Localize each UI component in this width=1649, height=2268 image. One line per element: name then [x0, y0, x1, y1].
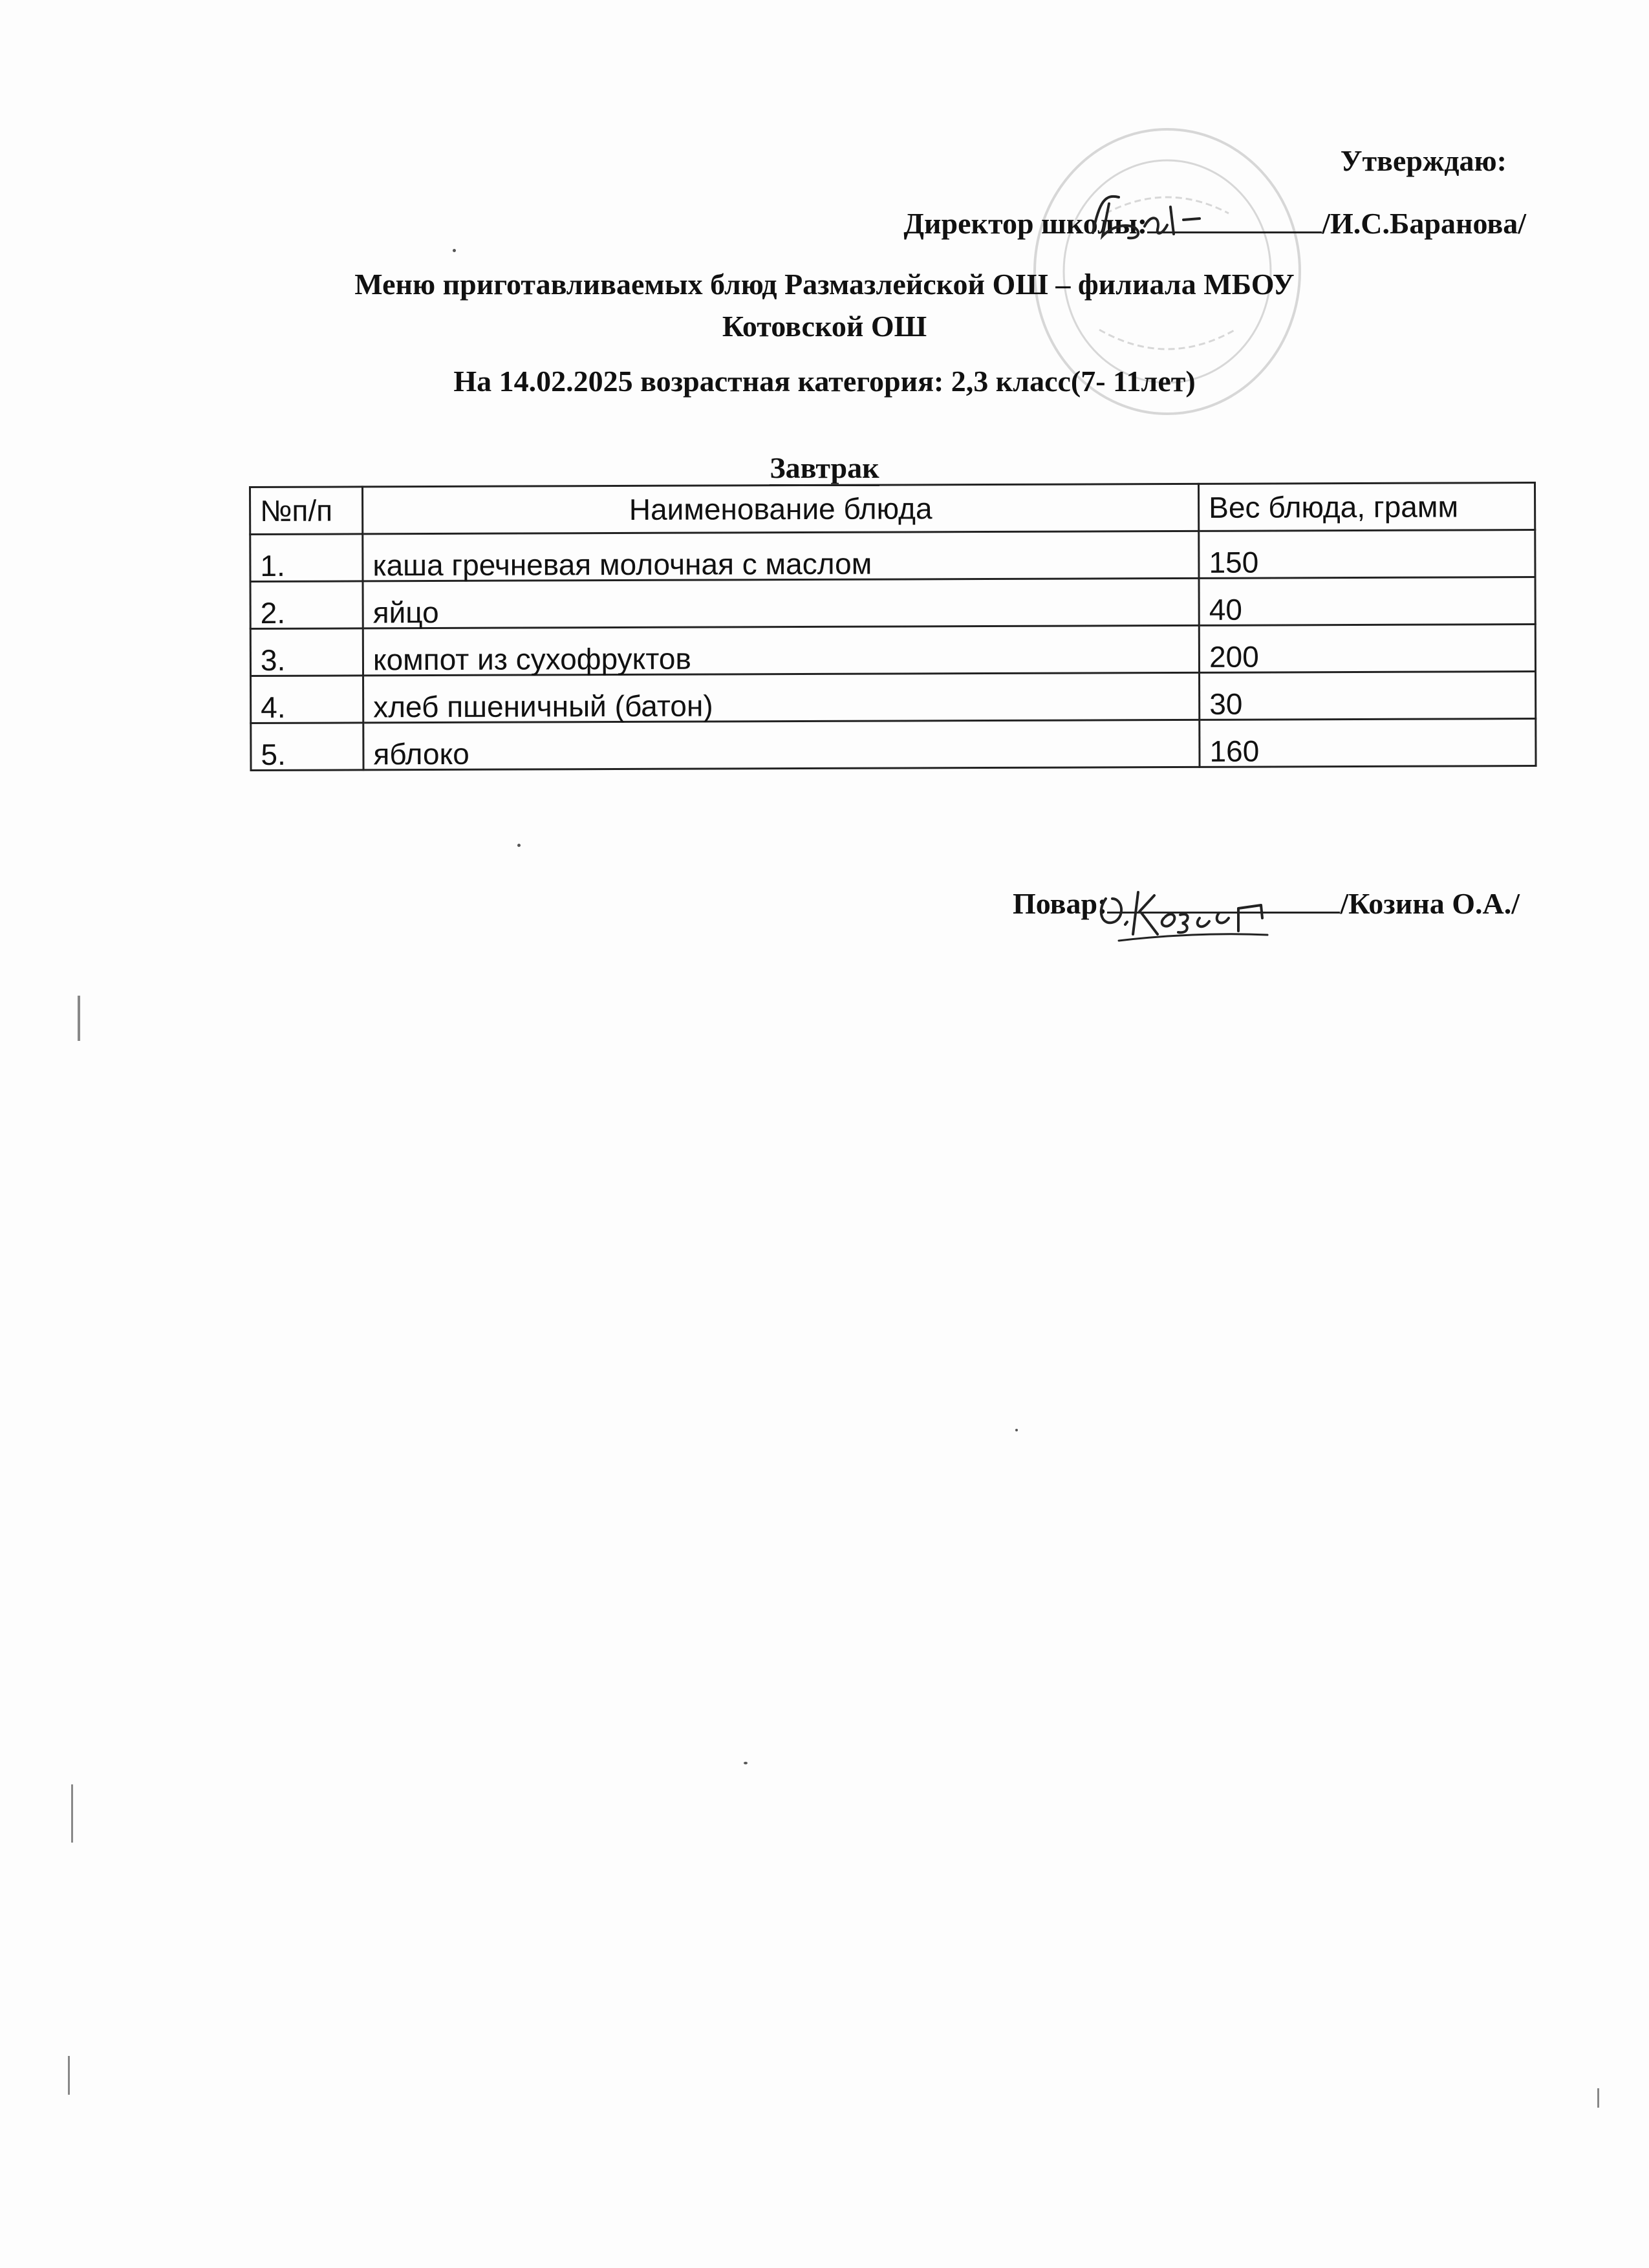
row-number: 3. — [250, 628, 363, 676]
row-number: 5. — [251, 723, 363, 771]
header-weight: Вес блюда, грамм — [1199, 483, 1535, 531]
menu-table — [249, 482, 1537, 771]
scan-mark — [1597, 2088, 1599, 2108]
dish-weight: 150 — [1199, 530, 1535, 579]
scan-mark — [71, 1784, 73, 1843]
dish-weight: 160 — [1200, 719, 1536, 767]
table-row — [251, 719, 1536, 771]
dish-name: яйцо — [363, 578, 1199, 628]
dish-weight: 30 — [1200, 672, 1536, 720]
cook-signature — [1093, 873, 1280, 950]
dish-weight: 200 — [1199, 625, 1535, 673]
menu-date-line: На 14.02.2025 возрастная категория: 2,3 класс(7- 11лет) — [453, 365, 1196, 398]
director-name: /И.С.Баранова/ — [1322, 207, 1526, 240]
meal-section-label: Завтрак — [770, 451, 879, 486]
scan-speck — [517, 844, 521, 847]
header-dish-name: Наименование блюда — [362, 484, 1198, 534]
row-number: 1. — [250, 534, 363, 582]
scan-mark — [78, 996, 80, 1041]
dish-name: хлеб пшеничный (батон) — [363, 672, 1199, 723]
table-row — [250, 577, 1535, 629]
dish-name: компот из сухофруктов — [363, 625, 1199, 676]
director-line — [903, 206, 1526, 241]
table-row — [250, 625, 1535, 676]
header-number: №п/п — [250, 487, 363, 535]
cook-name: /Козина О.А./ — [1340, 887, 1520, 920]
row-number: 4. — [251, 676, 363, 723]
approval-heading: Утверждаю: — [1340, 144, 1507, 177]
dish-name: яблоко — [363, 720, 1200, 770]
scan-speck — [744, 1762, 748, 1764]
dish-weight: 40 — [1199, 577, 1535, 626]
director-signature — [1080, 187, 1209, 246]
scan-speck — [1015, 1429, 1018, 1431]
table-row — [251, 672, 1536, 723]
table-row — [250, 530, 1535, 582]
scan-speck — [453, 249, 456, 252]
meal-section-title — [0, 451, 1649, 485]
scan-mark — [68, 2056, 70, 2095]
dish-name: каша гречневая молочная с маслом — [363, 531, 1199, 581]
director-label: Директор школы: — [903, 207, 1148, 240]
table-header-row — [250, 483, 1535, 535]
row-number: 2. — [250, 581, 363, 629]
cook-label: Повар: — [1012, 887, 1108, 920]
menu-title-line2: Котовской ОШ — [722, 310, 927, 343]
menu-title-line1: Меню приготавливаемых блюд Размазлейской ОШ – филиала МБОУ — [354, 268, 1295, 301]
